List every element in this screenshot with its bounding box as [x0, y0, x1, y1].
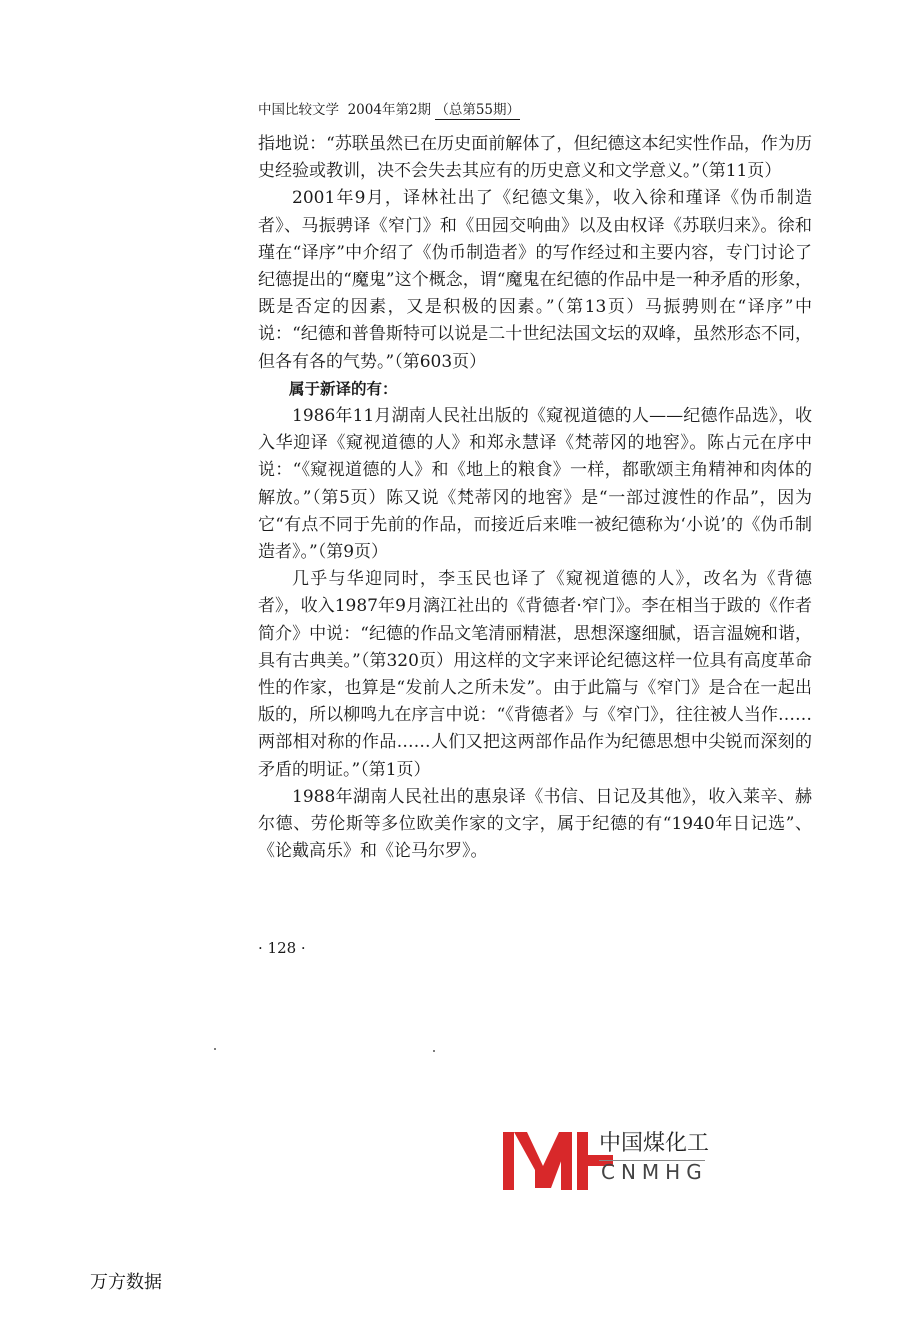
issue-number: 年第2期 — [381, 102, 432, 118]
issue-year: 2004 — [347, 102, 382, 118]
running-header — [258, 101, 818, 119]
paragraph: 2001年9月，译林社出了《纪德文集》，收入徐和瑾译《伪币制造者》、马振骋译《窄门》和《田园交响曲》以及由权译《苏联归来》。徐和瑾在“译序”中介绍了《伪币制造者》的写作经过和主要内容，专门讨论了纪德提出的“魔鬼”这个概念，谓“魔鬼在纪德的作品中是一种矛盾的形象，既是否定的因素，又是积极的因素。”（第13页）马振骋则在“译序”中说：“纪德和普鲁斯特可以说是二十世纪法国文坛的双峰，虽然形态不同，但各有各的气势。”（第603页） — [258, 188, 812, 372]
watermark: 万方数据 — [90, 1272, 162, 1293]
total-issue: （总第55期） — [435, 102, 521, 118]
paragraph: 几乎与华迎同时，李玉民也译了《窥视道德的人》，改名为《背德者》，收入1987年9月漓江社出的《背德者·窄门》。李在相当于跋的《作者简介》中说：“纪德的作品文笔清丽精湛，思想深邃细腻，语言温婉和谐，具有古典美。”（第320页）用这样的文字来评论纪德这样一位具有高度革命性的作家，也算是“发前人之所未发”。由于此篇与《窄门》是合在一起出版的，所以柳鸣九在序言中说：“《背德者》与《窄门》，往往被人当作……两部相对称的作品……人们又把这两部作品作为纪德思想中尖锐而深刻的矛盾的明证。”（第1页） — [258, 569, 812, 780]
scan-speck — [214, 1048, 216, 1050]
article-body — [258, 131, 812, 865]
paragraph: 1988年湖南人民社出的惠泉译《书信、日记及其他》，收入莱辛、赫尔德、劳伦斯等多位欧美作家的文字，属于纪德的有“1940年日记选”、《论戴高乐》和《论马尔罗》。 — [258, 786, 812, 862]
page-number: · 128 · — [258, 939, 306, 957]
section-heading: 属于新译的有： — [289, 379, 398, 398]
scan-speck — [433, 1050, 435, 1052]
logo-name-cn: 中国煤化工 — [599, 1131, 710, 1156]
paragraph: 1986年11月湖南人民社出版的《窥视道德的人——纪德作品选》，收入华迎译《窥视道德的人》和郑永慧译《梵蒂冈的地窖》。陈占元在序中说：“《窥视道德的人》和《地上的粮食》一样，都歌颂主角精神和肉体的解放。”（第5页）陈又说《梵蒂冈的地窖》是“一部过渡性的作品”，因为它“有点不同于先前的作品，而接近后来唯一被纪德称为‘小说’的《伪币制造者》。”（第9页） — [258, 406, 812, 563]
paragraph: 指地说：“苏联虽然已在历史面前解体了，但纪德这本纪实性作品，作为历史经验或教训，决不会失去其应有的历史意义和文学意义。”（第11页） — [258, 134, 812, 182]
logo-name-en: CNMHG — [601, 1160, 708, 1184]
journal-name: 中国比较文学 — [258, 102, 339, 118]
